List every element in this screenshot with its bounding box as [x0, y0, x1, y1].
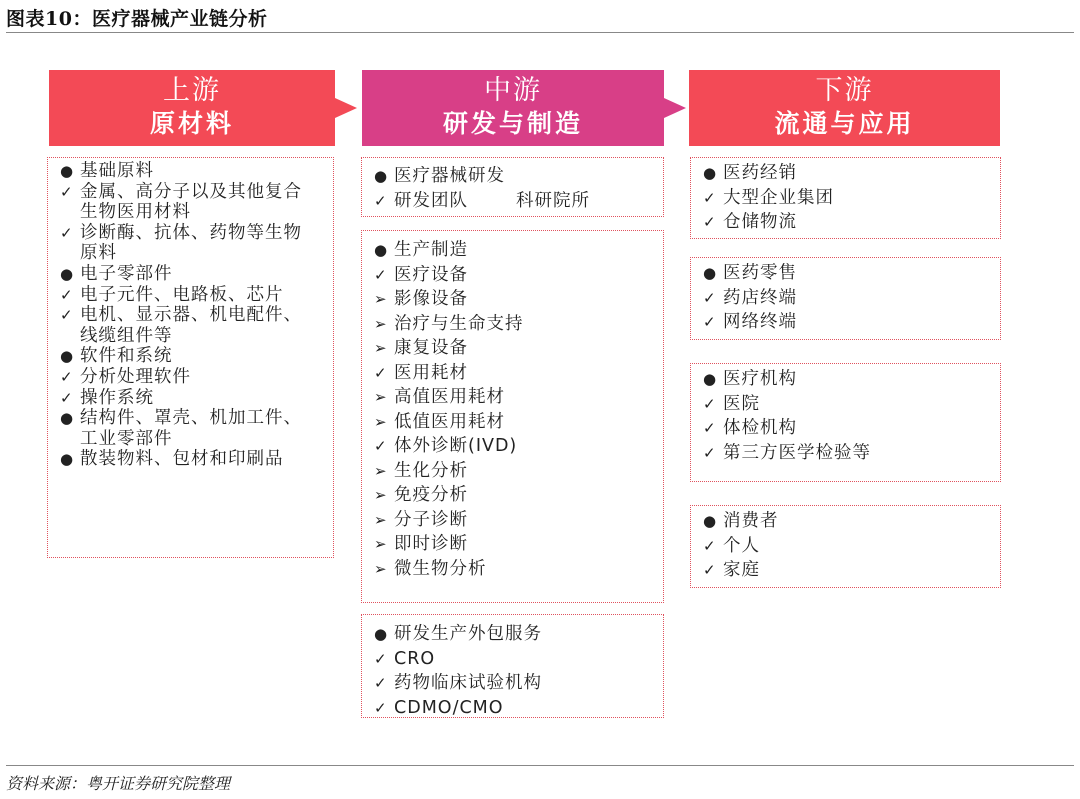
list-item: ➢ 微生物分析 [374, 558, 487, 579]
list-item: ✓ 大型企业集团 [703, 187, 834, 208]
list-item: ➢ 治疗与生命支持 [374, 313, 524, 334]
list-item: ✓ 金属、高分子以及其他复合生物医用材料 [60, 181, 302, 223]
list-item: ➢ 生化分析 [374, 460, 468, 481]
list-item: ● 软件和系统 [60, 346, 173, 367]
list-item: ✓ 体检机构 [703, 418, 797, 438]
arrow-right-icon [664, 98, 686, 118]
list-item: ✓ 研发团队 科研院所 [374, 189, 663, 214]
list-item: ✓ 家庭 [703, 560, 760, 580]
list-item: ✓ 仓储物流 [703, 212, 797, 232]
midstream-header [362, 70, 664, 146]
list-item: ✓ 个人 [703, 535, 760, 556]
downstream-institutions-box [690, 363, 1001, 482]
list-item: ● 医药零售 [703, 263, 797, 283]
downstream-header-line1: 下游 [815, 75, 874, 106]
bottom-rule [6, 765, 1074, 766]
list-item: ● 医药经销 [703, 163, 797, 183]
list-item: ✓ 电子元件、电路板、芯片 [60, 284, 284, 305]
list-item: ➢ 影像设备 [374, 289, 468, 309]
upstream-header-line2: 原材料 [149, 109, 234, 138]
midstream-header-line1: 中游 [484, 75, 542, 106]
list-item: ✓ 诊断酶、抗体、药物等生物原料 [60, 222, 302, 264]
list-item: ➢ 康复设备 [374, 338, 468, 358]
list-item: ● 电子零部件 [60, 263, 173, 284]
list-item: ✓ 体外诊断(IVD) [374, 436, 518, 456]
midstream-header-line2: 研发与制造 [442, 109, 583, 138]
list-item: ● 研发生产外包服务 [374, 624, 542, 644]
downstream-header [689, 70, 1000, 146]
list-item: ● 散装物料、包材和印刷品 [60, 449, 284, 470]
list-item: ✓ CRO [374, 648, 436, 669]
list-item: ✓ 第三方医学检验等 [703, 442, 871, 463]
midstream-manufacturing-box [361, 230, 664, 603]
downstream-retail-box [690, 257, 1001, 340]
arrow-right-icon [335, 98, 357, 118]
list-item: ✓ CDMO/CMO [374, 697, 504, 718]
list-item: ● 医疗机构 [703, 369, 797, 389]
figure-title: 图表10：医疗器械产业链分析 [6, 8, 268, 30]
upstream-header-line1: 上游 [163, 75, 221, 106]
list-item: ➢ 即时诊断 [374, 534, 468, 554]
list-item: ● 生产制造 [374, 240, 468, 260]
list-item: ✓ 网络终端 [703, 312, 797, 332]
list-item: ✓ 分析处理软件 [60, 366, 191, 387]
list-item-extra: 科研院所 [516, 190, 590, 211]
list-item: ➢ 高值医用耗材 [374, 387, 505, 407]
figure-source: 资料来源：粤开证券研究院整理 [6, 774, 231, 793]
list-item: ✓ 电机、显示器、机电配件、线缆组件等 [60, 305, 302, 346]
midstream-outsourcing-box [361, 614, 664, 718]
list-item: ✓ 药店终端 [703, 287, 797, 308]
list-item: ● 消费者 [703, 511, 779, 531]
list-item: ● 基础原料 [60, 161, 154, 181]
list-item: ➢ 分子诊断 [374, 509, 468, 530]
list-item: ● 医疗器械研发 [374, 166, 505, 186]
upstream-header [49, 70, 335, 146]
list-item: ✓ 医院 [703, 393, 760, 414]
list-item: ✓ 医用耗材 [374, 362, 468, 383]
list-item: ➢ 低值医用耗材 [374, 411, 505, 432]
list-item: ➢ 免疫分析 [374, 485, 468, 505]
downstream-header-line2: 流通与应用 [774, 109, 915, 138]
upstream-box [47, 157, 334, 558]
list-item: ✓ 医疗设备 [374, 264, 468, 285]
downstream-distribution-box [690, 157, 1001, 239]
top-rule [6, 32, 1074, 33]
downstream-consumers-box [690, 505, 1001, 588]
midstream-rd-box [361, 157, 664, 217]
list-item: ● 结构件、罩壳、机加工件、工业零部件 [60, 408, 302, 449]
list-item: ✓ 药物临床试验机构 [374, 673, 542, 693]
list-item: ✓ 操作系统 [60, 387, 154, 408]
